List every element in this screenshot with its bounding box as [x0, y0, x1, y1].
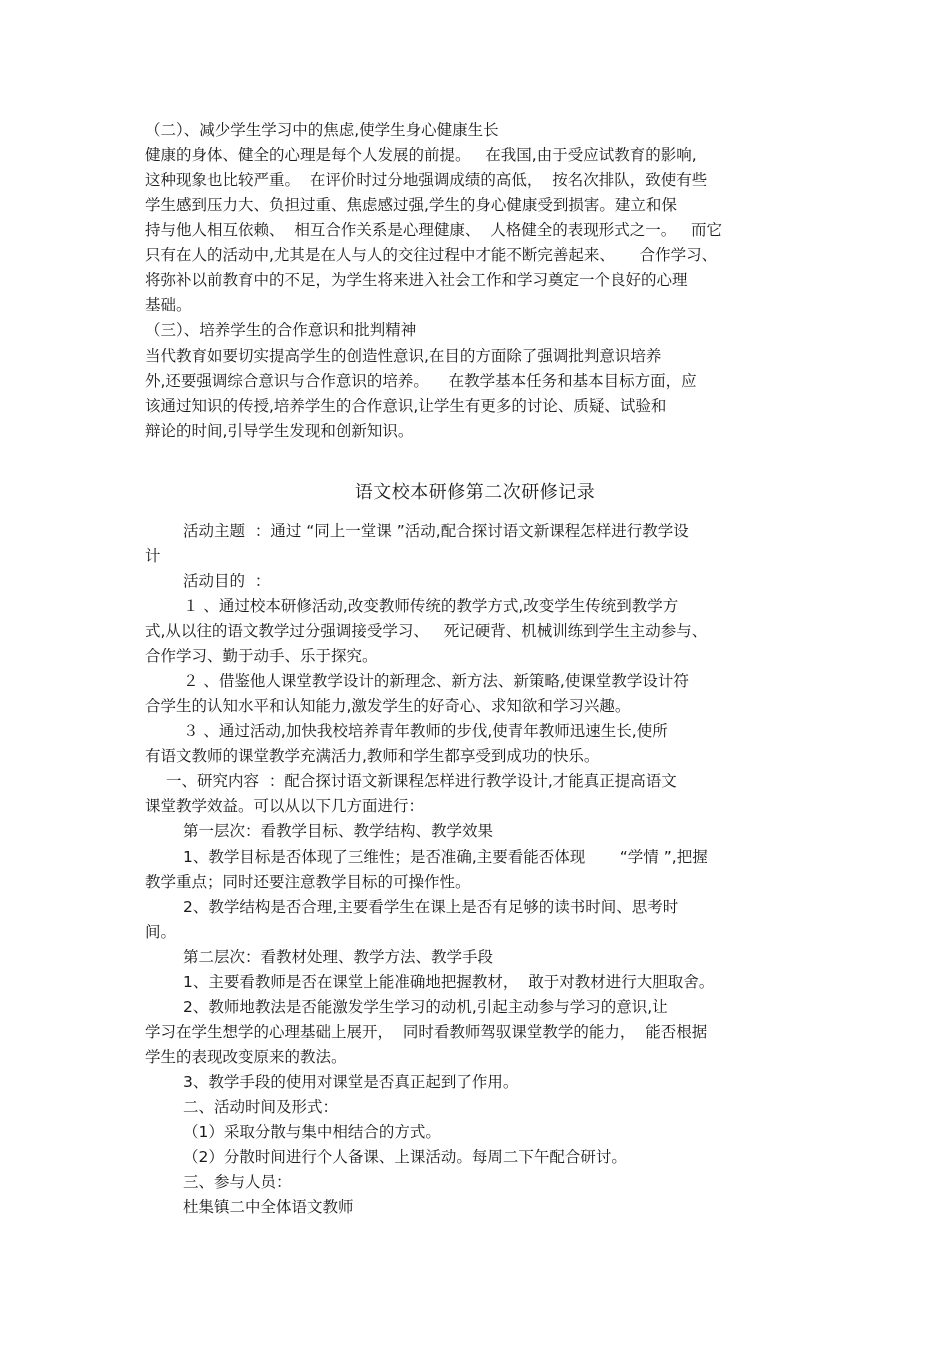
paragraph-line: 只有在人的活动中,尤其是在人与人的交往过程中才能不断完善起来、 合作学习、	[145, 246, 718, 264]
purpose-item-2-cont: 合学生的认知水平和认知能力,激发学生的好奇心、求知欲和学习兴趣。	[145, 697, 631, 715]
purpose-item-2: ２ 、借鉴他人课堂教学设计的新理念、新方法、新策略,使课堂教学设计符	[183, 672, 689, 690]
level-2-item-1: 1、主要看教师是否在课堂上能准确地把握教材， 敢于对教材进行大胆取舍。	[183, 973, 715, 991]
research-content: 一、研究内容 ：配合探讨语文新课程怎样进行教学设计,才能真正提高语文	[166, 772, 677, 790]
purpose-item-3-cont: 有语文教师的课堂教学充满活力,教师和学生都享受到成功的快乐。	[145, 747, 600, 765]
level-1-item-1-cont: 教学重点；同时还要注意教学目标的可操作性。	[145, 873, 471, 891]
activity-time-heading: 二、活动时间及形式：	[183, 1098, 339, 1116]
level-2-item-3: 3、教学手段的使用对课堂是否真正起到了作用。	[183, 1073, 519, 1091]
purpose-item-1: １ 、通过校本研修活动,改变教师传统的教学方式,改变学生传统到教学方	[183, 597, 679, 615]
purpose-item-1-cont: 合作学习、勤于动手、乐于探究。	[145, 647, 378, 665]
research-content-cont: 课堂教学效益。可以从以下几方面进行：	[145, 797, 425, 815]
paragraph-line: 辩论的时间,引导学生发现和创新知识。	[145, 422, 414, 440]
level-2-item-2-cont: 学生的表现改变原来的教法。	[145, 1048, 347, 1066]
level-2-item-2: 2、教师地教法是否能激发学生学习的动机,引起主动参与学习的意识,让	[183, 998, 668, 1016]
paragraph-line: 基础。	[145, 296, 192, 314]
section-heading-reduce-anxiety: （二）、减少学生学习中的焦虑,使学生身心健康生长	[145, 121, 499, 139]
section-heading-cooperation: （三）、培养学生的合作意识和批判精神	[145, 321, 417, 339]
purpose-item-3: ３ 、通过活动,加快我校培养青年教师的步伐,使青年教师迅速生长,使所	[183, 722, 668, 740]
participants: 杜集镇二中全体语文教师	[183, 1198, 354, 1216]
paragraph-line: 这种现象也比较严重。 在评价时过分地强调成绩的高低， 按名次排队，致使有些	[145, 171, 708, 189]
activity-time-item-1: （1）采取分散与集中相结合的方式。	[183, 1123, 441, 1141]
paragraph-line: 当代教育如要切实提高学生的创造性意识,在目的方面除了强调批判意识培养	[145, 347, 662, 365]
purpose-item-1-cont: 式,从以往的语文教学过分强调接受学习、 死记硬背、机械训练到学生主动参与、	[145, 622, 708, 640]
record-title: 语文校本研修第二次研修记录	[354, 482, 596, 503]
level-1-heading: 第一层次：看教学目标、教学结构、教学效果	[183, 822, 494, 840]
level-1-item-1: 1、教学目标是否体现了三维性；是否准确,主要看能否体现 “学情 ”,把握	[183, 848, 708, 866]
level-1-item-2-cont: 间。	[145, 923, 177, 941]
activity-time-item-2: （2）分散时间进行个人备课、上课活动。每周二下午配合研讨。	[183, 1148, 627, 1166]
participants-heading: 三、参与人员：	[183, 1173, 292, 1191]
paragraph-line: 将弥补以前教育中的不足，为学生将来进入社会工作和学习奠定一个良好的心理	[145, 271, 688, 289]
paragraph-line: 外,还要强调综合意识与合作意识的培养。 在教学基本任务和基本目标方面，应	[145, 372, 697, 390]
paragraph-line: 持与他人相互依赖、 相互合作关系是心理健康、 人格健全的表现形式之一。 而它	[145, 221, 722, 239]
level-2-heading: 第二层次：看教材处理、教学方法、教学手段	[183, 948, 494, 966]
activity-theme: 活动主题 ：通过 “同上一堂课 ”活动,配合探讨语文新课程怎样进行教学设	[183, 522, 689, 540]
level-2-item-2-cont: 学习在学生想学的心理基础上展开， 同时看教师驾驭课堂教学的能力， 能否根据	[145, 1023, 708, 1041]
activity-purpose-label: 活动目的 ：	[183, 572, 271, 590]
activity-theme-cont: 计	[145, 547, 161, 565]
paragraph-line: 该通过知识的传授,培养学生的合作意识,让学生有更多的讨论、质疑、试验和	[145, 397, 667, 415]
paragraph-line: 健康的身体、健全的心理是每个人发展的前提。 在我国,由于受应试教育的影响,	[145, 146, 697, 164]
paragraph-line: 学生感到压力大、负担过重、焦虑感过强,学生的身心健康受到损害。建立和保	[145, 196, 677, 214]
level-1-item-2: 2、教学结构是否合理,主要看学生在课上是否有足够的读书时间、思考时	[183, 898, 679, 916]
